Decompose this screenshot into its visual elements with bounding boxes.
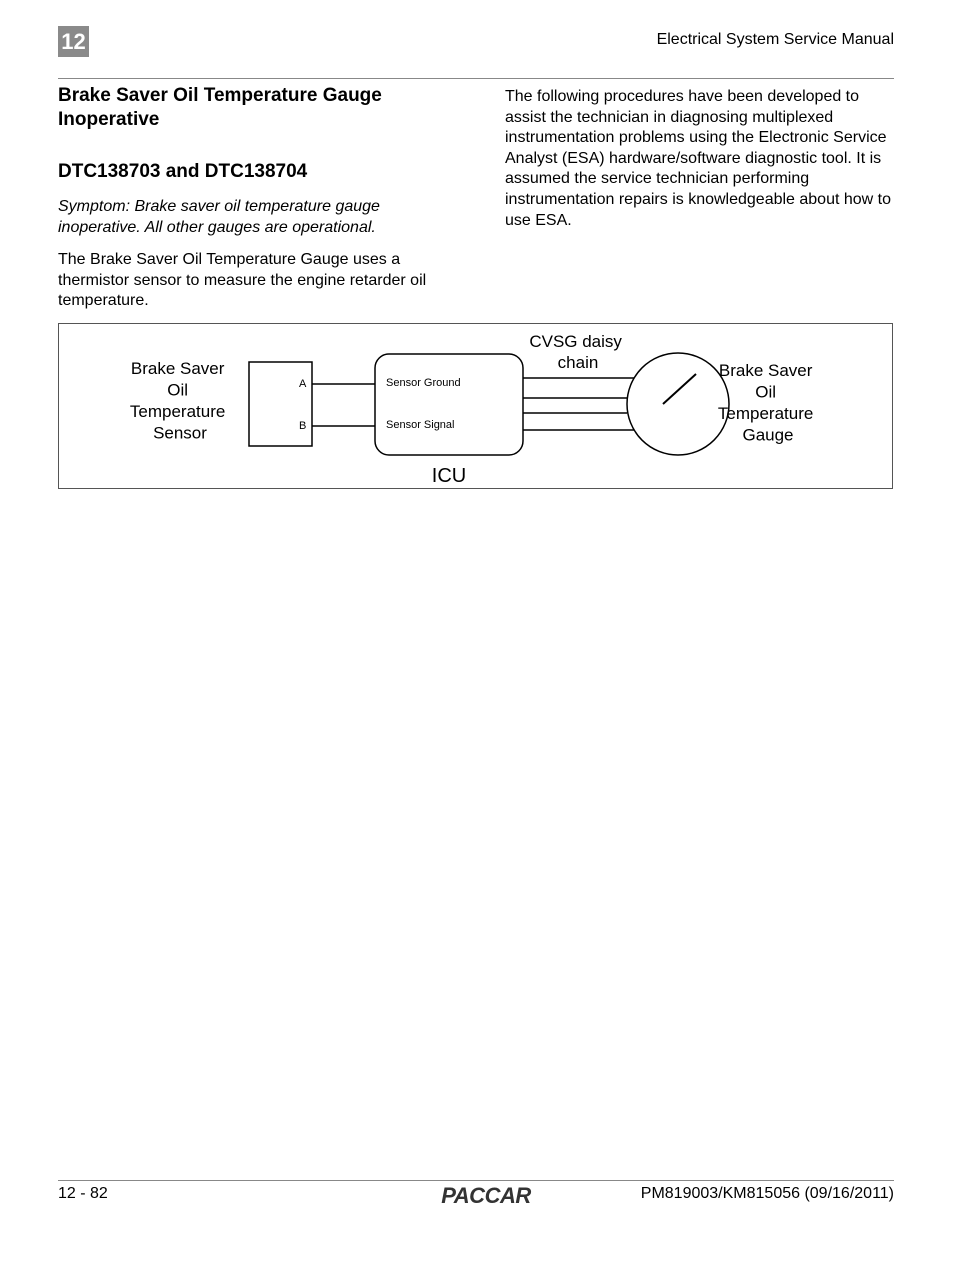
section-title: Brake Saver Oil Temperature Gauge Inoperative <box>58 85 382 130</box>
footer-divider <box>58 1180 894 1181</box>
daisy-chain-label <box>529 332 626 372</box>
pin-b-label: B <box>299 420 307 432</box>
sensor-label-line: Temperature <box>129 402 226 421</box>
document-id: PM819003/KM815056 (09/16/2011) <box>640 1185 894 1202</box>
icu-label: ICU <box>431 465 467 487</box>
manual-title: Electrical System Service Manual <box>656 31 894 48</box>
gauge-label-line: Brake Saver <box>718 361 813 380</box>
gauge-label-line: Temperature <box>717 404 814 423</box>
gauge-label <box>718 361 818 445</box>
right-column <box>505 87 895 231</box>
dtc-heading: DTC138703 and DTC138704 <box>58 161 308 182</box>
chapter-badge: 12 <box>58 26 89 57</box>
sensor-connector-box <box>249 362 312 446</box>
icu-ground-label: Sensor Ground <box>386 377 461 389</box>
left-column <box>58 84 458 312</box>
sensor-label-line: Oil <box>167 380 189 400</box>
gauge-label-line: Oil <box>755 382 777 402</box>
wiring-diagram <box>58 323 893 489</box>
daisy-chain-label-line: chain <box>557 353 599 372</box>
paccar-logo <box>433 1182 539 1213</box>
paccar-logo-text: PACCAR <box>441 1183 531 1208</box>
icu-box <box>375 354 523 455</box>
wiring-diagram-svg <box>59 324 894 490</box>
page-number: 12 - 82 <box>58 1185 108 1202</box>
sensor-label-line: Sensor <box>153 423 207 443</box>
sensor-label-line: Brake Saver <box>130 359 225 378</box>
description-text: The Brake Saver Oil Temperature Gauge uses a thermistor sensor to measure the engine retarder oil temperature. <box>58 251 427 310</box>
daisy-chain-label-line: CVSG daisy <box>529 332 622 351</box>
icu-signal-label: Sensor Signal <box>386 419 455 431</box>
gauge-dial-icon <box>627 353 729 455</box>
procedure-note: The following procedures have been developed to assist the technician in diagnosing multiplexed instrumentation problems using the Electronic Service Analyst (ESA) hardware/software diagnostic tool. It is assumed the service technician performing instrumentation repairs is knowledgeable about how to use ESA. <box>505 88 892 229</box>
header-divider <box>58 78 894 79</box>
sensor-label <box>130 359 230 443</box>
symptom-text: Symptom: Brake saver oil temperature gauge inoperative. All other gauges are operational. <box>58 198 380 236</box>
pin-a-label: A <box>299 378 307 390</box>
gauge-label-line: Gauge <box>742 425 794 445</box>
